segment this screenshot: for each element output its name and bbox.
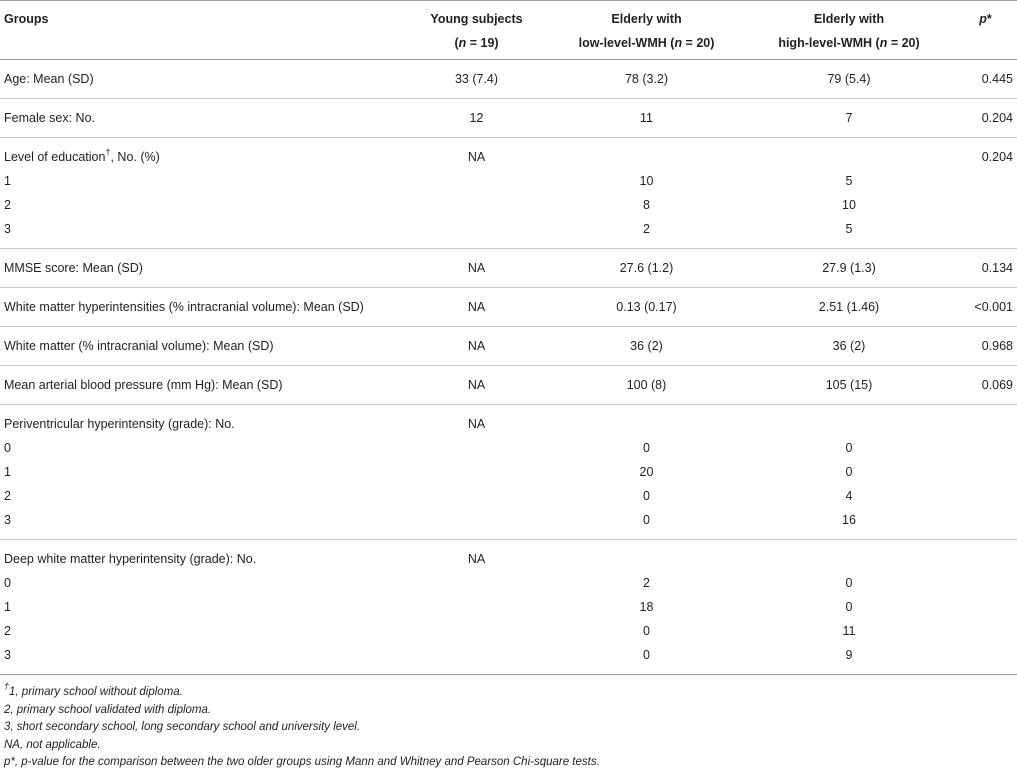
cell-high: 0 [845, 441, 853, 455]
cell-high: 36 (2) [744, 327, 954, 366]
table-row-education-level [0, 169, 1017, 193]
table-row-deep-white-matter [0, 540, 1017, 572]
cell-low: 18 [639, 600, 654, 614]
cell-young: NA [467, 417, 486, 431]
footnote-education-2: 2, primary school validated with diploma. [4, 703, 212, 716]
cell-low: 11 [549, 99, 744, 138]
header-groups: Groups [0, 1, 404, 60]
cell-young: NA [404, 249, 549, 288]
cell-high: 0 [845, 576, 853, 590]
table-row-periventricular-grade [0, 436, 1017, 460]
cell-high: 5 [744, 217, 954, 249]
table-row-deep-grade [0, 595, 1017, 619]
cell-low: 78 (3.2) [549, 60, 744, 99]
row-label: MMSE score: Mean (SD) [0, 249, 404, 288]
table-row-deep-grade [0, 571, 1017, 595]
table-row-deep-grade [0, 619, 1017, 643]
cell-low: 0 [549, 508, 744, 540]
table-row-periventricular-grade [0, 460, 1017, 484]
row-label: 1 [4, 174, 11, 188]
table-footnotes [0, 675, 1017, 772]
cell-high [744, 138, 954, 170]
row-label: White matter hyperintensities (% intracranial volume): Mean (SD) [0, 288, 404, 327]
footnote-na: NA, not applicable. [4, 738, 101, 751]
cell-p: 0.445 [954, 60, 1017, 99]
cell-high: 4 [845, 489, 853, 503]
table-row-education-level [0, 217, 1017, 249]
row-label: 0 [4, 441, 11, 455]
row-label: 2 [4, 489, 11, 503]
cell-high: 27.9 (1.3) [744, 249, 954, 288]
cell-low: 0 [549, 643, 744, 675]
cell-low: 2 [643, 576, 650, 590]
cell-high: 5 [845, 174, 853, 188]
cell-p: 0.204 [954, 99, 1017, 138]
footnote-p-value: p*, p-value for the comparison between the two older groups using Mann and Whitney and Pearson Chi-square tests. [4, 756, 600, 768]
table-row-mmse [0, 249, 1017, 288]
table-row-periventricular [0, 405, 1017, 437]
cell-high: 11 [842, 624, 856, 638]
cell-young: NA [404, 366, 549, 405]
cell-high: 0 [845, 465, 853, 479]
cell-young: NA [404, 327, 549, 366]
row-label: 2 [4, 198, 11, 212]
row-label: Deep white matter hyperintensity (grade): No. [4, 552, 257, 566]
cell-young: 33 (7.4) [404, 60, 549, 99]
cell-high: 0 [845, 600, 853, 614]
row-label: Periventricular hyperintensity (grade): No. [4, 417, 235, 431]
cell-p: 0.069 [954, 366, 1017, 405]
row-label: 3 [0, 217, 404, 249]
table-row-white-matter [0, 327, 1017, 366]
cell-low: 20 [639, 465, 654, 479]
footnote-education-1: †1, primary school without diploma. [4, 681, 183, 698]
row-label: 1 [4, 465, 11, 479]
row-label: Age: Mean (SD) [0, 60, 404, 99]
row-label: 3 [0, 643, 404, 675]
row-label: Mean arterial blood pressure (mm Hg): Mean (SD) [0, 366, 404, 405]
cell-young: NA [404, 288, 549, 327]
cell-low: 2 [549, 217, 744, 249]
row-label: Level of education†, No. (%) [4, 146, 160, 164]
cell-high: 2.51 (1.46) [744, 288, 954, 327]
cell-young: NA [467, 552, 486, 566]
row-label: 3 [0, 508, 404, 540]
cell-young: NA [467, 150, 486, 164]
row-label: 2 [4, 624, 11, 638]
cell-low: 0 [643, 624, 650, 638]
cell-high: 9 [744, 643, 954, 675]
cell-low: 0.13 (0.17) [549, 288, 744, 327]
cell-low: 10 [639, 174, 654, 188]
table-row-wmh [0, 288, 1017, 327]
table-row-blood-pressure [0, 366, 1017, 405]
header-low-wmh: Elderly with low-level-WMH (n = 20) [549, 1, 744, 60]
cell-p: <0.001 [954, 288, 1017, 327]
table-row-periventricular-grade [0, 484, 1017, 508]
row-label: 0 [4, 576, 11, 590]
cell-low: 8 [643, 198, 650, 212]
cell-high: 105 (15) [744, 366, 954, 405]
cell-low: 36 (2) [549, 327, 744, 366]
cell-low: 27.6 (1.2) [549, 249, 744, 288]
cell-low: 0 [643, 489, 650, 503]
row-label: White matter (% intracranial volume): Mean (SD) [0, 327, 404, 366]
cell-p: 0.204 [981, 150, 1013, 164]
table-row-age [0, 60, 1017, 99]
table-row-female [0, 99, 1017, 138]
table-row-deep-grade [0, 643, 1017, 675]
cell-high: 7 [744, 99, 954, 138]
header-p-value: p* [954, 1, 1017, 60]
table-header [0, 1, 1017, 60]
cell-young: 12 [404, 99, 549, 138]
table-row-education [0, 138, 1017, 170]
header-high-wmh: Elderly with high-level-WMH (n = 20) [744, 1, 954, 60]
table-row-periventricular-grade [0, 508, 1017, 540]
footnote-education-3: 3, short secondary school, long secondary school and university level. [4, 721, 361, 733]
cell-high: 16 [744, 508, 954, 540]
cell-low [549, 138, 744, 170]
row-label: Female sex: No. [0, 99, 404, 138]
cell-p: 0.134 [954, 249, 1017, 288]
cell-low: 100 (8) [549, 366, 744, 405]
row-label: 1 [4, 600, 11, 614]
table-row-education-level [0, 193, 1017, 217]
cell-high: 79 (5.4) [744, 60, 954, 99]
cell-high: 10 [842, 198, 856, 212]
cell-low: 0 [643, 441, 650, 455]
header-young: Young subjects (n = 19) [404, 1, 549, 60]
cell-p: 0.968 [954, 327, 1017, 366]
